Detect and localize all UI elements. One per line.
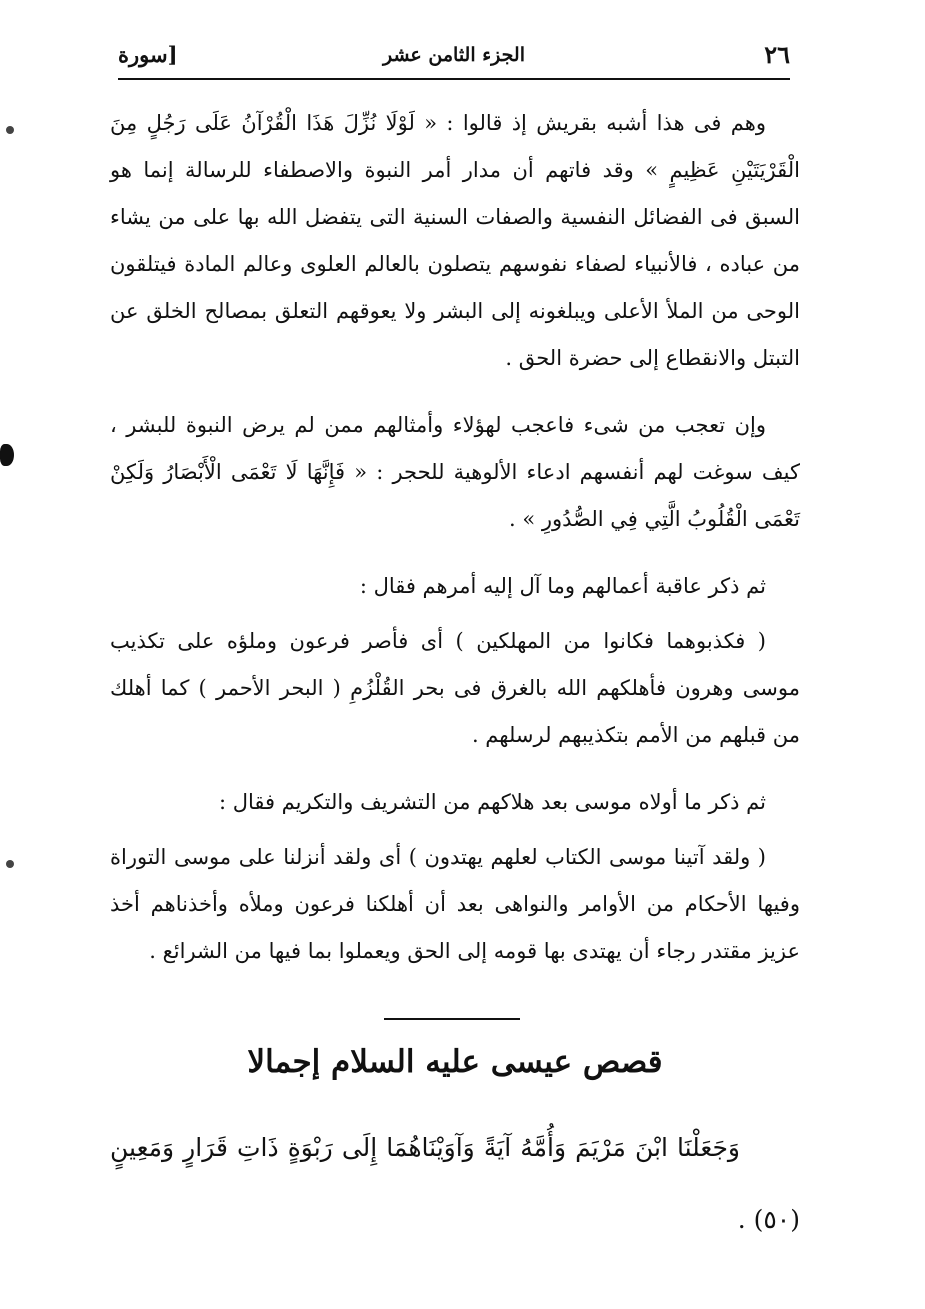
surah-label: [سورة	[118, 42, 178, 67]
header-rule	[118, 78, 790, 80]
margin-blot	[0, 444, 14, 466]
paragraph-quraysh: وهم فى هذا أشبه بقريش إذ قالوا : « لَوْلَا نُزِّلَ هَذَا الْقُرْآنُ عَلَى رَجُلٍ مِنَ الْقَرْيَتَيْنِ عَظِيمٍ » وقد فاتهم أن مدار أمر النبوة والاصطفاء للرسالة إنما هو السبق فى الفضائل النفسية والصفات السنية التى يتفضل الله بها على من يشاء من عباده ، فالأنبياء لصفاء نفوسهم يتصلون بالعالم العلوى وعالم المادة فيتلقون الوحى من الملأ الأعلى ويبلغونه إلى البشر ولا يعوقهم التعلق بمصالح الخلق عن التبتل والانقطاع إلى حضرة الحق .	[110, 111, 800, 370]
section-title: قصص عيسى عليه السلام إجمالا	[247, 1044, 663, 1080]
part-title: الجزء الثامن عشر	[383, 44, 525, 66]
margin-speck	[6, 860, 14, 868]
page-number: ٢٦	[764, 40, 790, 69]
paragraph-honor-intro: ثم ذكر ما أولاه موسى بعد هلاكهم من التشريف والتكريم فقال :	[218, 790, 766, 814]
verse-text: وَجَعَلْنَا ابْنَ مَرْيَمَ وَأُمَّهُ آيَةً وَآوَيْنَاهُمَا إِلَى رَبْوَةٍ ذَاتِ قَرَارٍ وَمَعِينٍ (٥٠) .	[110, 1133, 800, 1234]
margin-speck	[6, 126, 14, 134]
paragraph-consequence-intro: ثم ذكر عاقبة أعمالهم وما آل إليه أمرهم فقال :	[359, 574, 766, 598]
body-text	[110, 100, 800, 995]
paragraph-destruction: ( فكذبوهما فكانوا من المهلكين ) أى فأصر فرعون وملؤه على تكذيب موسى وهرون فأهلكهم الله بالغرق فى بحر القُلْزُمِ ( البحر الأحمر ) كما أهلك من قبلهم من الأمم بتكذيبهم لرسلهم .	[110, 629, 800, 747]
paragraph-torah: ( ولقد آتينا موسى الكتاب لعلهم يهتدون ) أى ولقد أنزلنا على موسى التوراة وفيها الأحكام من الأوامر والنواهى بعد أن أهلكنا فرعون وملأه وأخذناهم أخذ عزيز مقتدر رجاء أن يهتدى بها قومه إلى الحق ويعملوا بما فيها من الشرائع .	[110, 845, 800, 963]
scan-margin-marks	[0, 0, 30, 1309]
quran-verse	[110, 1112, 800, 1256]
running-header	[118, 38, 790, 80]
paragraph-idolatry: وإن تعجب من شىء فاعجب لهؤلاء وأمثالهم ممن لم يرض النبوة للبشر ، كيف سوغت لهم أنفسهم ادعاء الألوهية للحجر : « فَإِنَّهَا لَا تَعْمَى الْأَبْصَارُ وَلَكِنْ تَعْمَى الْقُلُوبُ الَّتِي فِي الصُّدُورِ » .	[110, 413, 800, 531]
section-divider	[384, 1018, 520, 1020]
